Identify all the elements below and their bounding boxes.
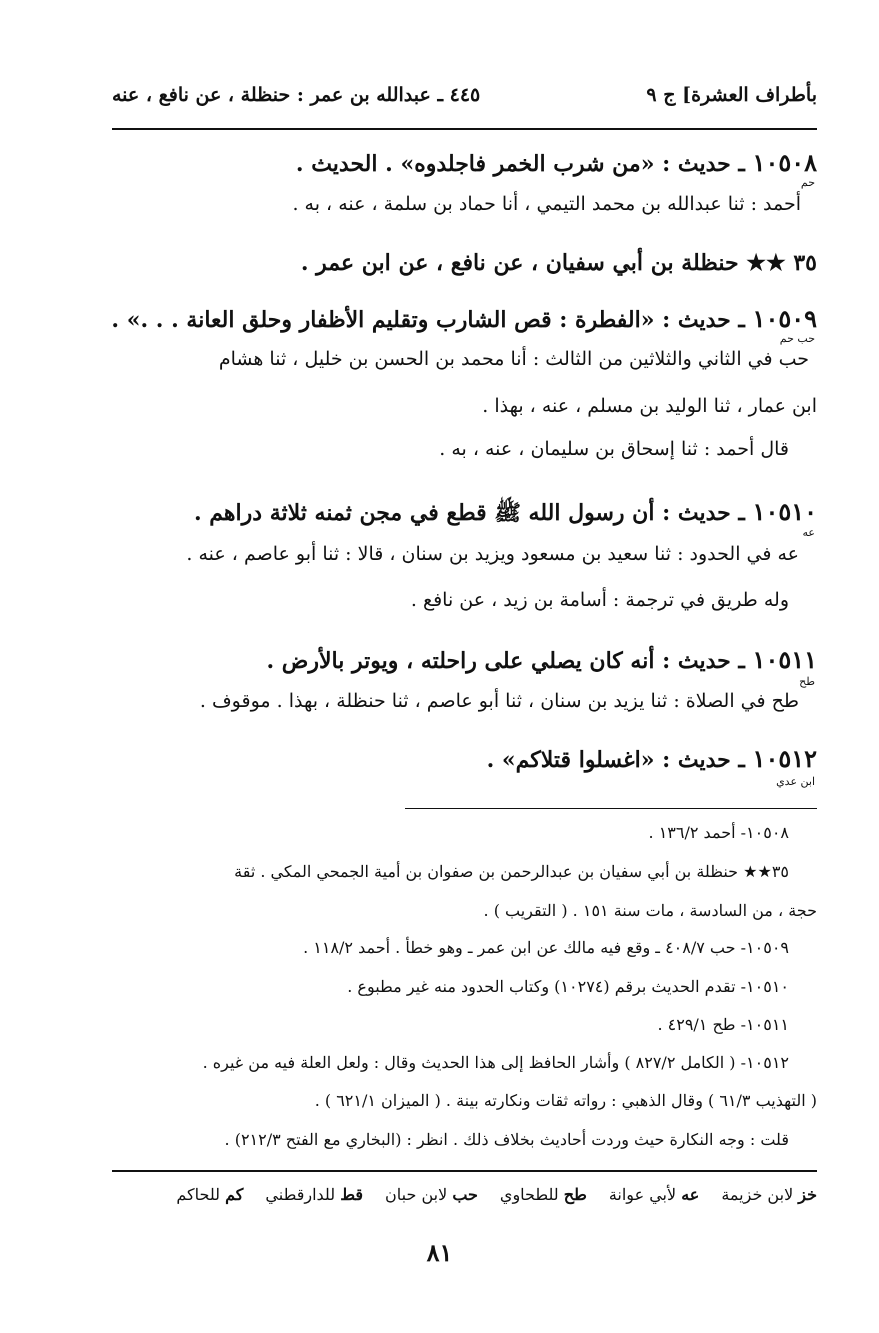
footnote-10510: ١٠٥١٠- تقدم الحديث برقم (١٠٢٧٤) وكتاب الحدود منه غير مطبوع . (347, 977, 789, 996)
narrator-section-35: ٣٥ ★★ حنظلة بن أبي سفيان ، عن نافع ، عن ابن عمر . (300, 250, 817, 276)
hadith-10509-line-1: حب في الثاني والثلاثين من الثالث : أنا محمد بن الحسن بن خليل ، ثنا هشام (218, 348, 809, 370)
hadith-10508-heading (296, 148, 817, 177)
abbreviations-rule (112, 1170, 817, 1172)
abbreviation-item: عه لأبي عوانة (608, 1185, 700, 1204)
hadith-10510-heading (194, 497, 817, 531)
hadith-number: ١٠٥٠٨ (752, 148, 817, 177)
hadith-10510-line-1: عه في الحدود : ثنا سعيد بن مسعود ويزيد بن سنان ، قالا : ثنا أبو عاصم ، عنه . (186, 543, 799, 565)
page-number: ٨١ (426, 1238, 453, 1267)
hadith-10509-heading (111, 304, 817, 333)
abbreviation-item: طح للطحاوي (499, 1185, 587, 1204)
footnote-10511: ١٠٥١١- طح ٤٢٩/١ . (657, 1015, 789, 1034)
running-header-section: ٤٤٥ ـ عبدالله بن عمر : حنظلة ، عن نافع ، عنه (112, 84, 481, 106)
header-rule (112, 128, 817, 130)
footnote-rule (405, 808, 817, 809)
hadith-number: ١٠٥١٢ (752, 744, 817, 773)
hadith-10512-heading (487, 744, 817, 773)
footnote-10508: ١٠٥٠٨- أحمد ١٣٦/٢ . (648, 823, 789, 842)
hadith-title: ـ حديث : «الفطرة : قص الشارب وتقليم الأظفار وحلق العانة . . .» . (111, 307, 745, 333)
hadith-number: ١٠٥١١ (752, 645, 817, 674)
hadith-10510-line-2: وله طريق في ترجمة : أسامة بن زيد ، عن نافع . (410, 589, 789, 611)
footnote-10509: ١٠٥٠٩- حب ٤٠٨/٧ ـ وقع فيه مالك عن ابن عمر ـ وهو خطأ . أحمد ١١٨/٢ . (303, 938, 789, 957)
abbreviation-item: خز لابن خزيمة (721, 1185, 817, 1204)
hadith-title: ـ حديث : أن رسول الله ﷺ قطع في مجن ثمنه ثلاثة دراهم . (193, 500, 745, 526)
hadith-10508-sigla: حم (800, 176, 815, 189)
hadith-10511-heading (266, 645, 817, 674)
hadith-number: ١٠٥٠٩ (752, 304, 817, 333)
footnote-10512-line-1: ١٠٥١٢- ( الكامل ٨٢٧/٢ ) وأشار الحافظ إلى هذا الحديث وقال : ولعل العلة فيه من غيره . (202, 1053, 789, 1072)
abbreviation-item: كم للحاكم (176, 1185, 244, 1204)
hadith-10511-sigla: طح (799, 675, 815, 688)
footnote-35-line-2: حجة ، من السادسة ، مات سنة ١٥١ . ( التقريب ) . (483, 901, 817, 920)
hadith-title: ـ حديث : أنه كان يصلي على راحلته ، ويوتر بالأرض . (266, 648, 745, 674)
footnote-10512-line-3: قلت : وجه النكارة حيث وردت أحاديث بخلاف ذلك . انظر : (البخاري مع الفتح ٢١٢/٣) . (224, 1130, 789, 1149)
footnote-35-line-1: ٣٥★★ حنظلة بن أبي سفيان بن عبدالرحمن بن صفوان بن أمية الجمحي المكي . ثقة (234, 862, 789, 881)
hadith-10509-sigla: حب حم (779, 332, 815, 345)
hadith-10512-sigla: ابن عدي (776, 775, 815, 788)
hadith-10509-line-2: ابن عمار ، ثنا الوليد بن مسلم ، عنه ، بهذا . (482, 395, 817, 417)
hadith-number: ١٠٥١٠ (752, 497, 817, 526)
hadith-10509-line-3: قال أحمد : ثنا إسحاق بن سليمان ، عنه ، به . (439, 438, 789, 460)
footnote-10512-line-2: ( التهذيب ٦١/٣ ) وقال الذهبي : رواته ثقات ونكارته بينة . ( الميزان ٦٢١/١ ) . (314, 1091, 817, 1110)
hadith-10511-line-1: طح في الصلاة : ثنا يزيد بن سنان ، ثنا أبو عاصم ، ثنا حنظلة ، بهذا . موقوف . (199, 690, 799, 712)
hadith-10508-line-1: أحمد : ثنا عبدالله بن محمد التيمي ، أنا حماد بن سلمة ، عنه ، به . (292, 193, 801, 215)
running-header-book: بأطراف العشرة] ج ٩ (646, 84, 817, 106)
abbreviations-key (112, 1185, 817, 1204)
abbreviation-item: قط للدارقطني (265, 1185, 364, 1204)
hadith-title: ـ حديث : «من شرب الخمر فاجلدوه» . الحديث . (295, 151, 745, 177)
hadith-10510-sigla: عه (802, 526, 815, 539)
abbreviation-item: حب لابن حبان (385, 1185, 478, 1204)
hadith-title: ـ حديث : «اغسلوا قتلاكم» . (486, 747, 745, 773)
